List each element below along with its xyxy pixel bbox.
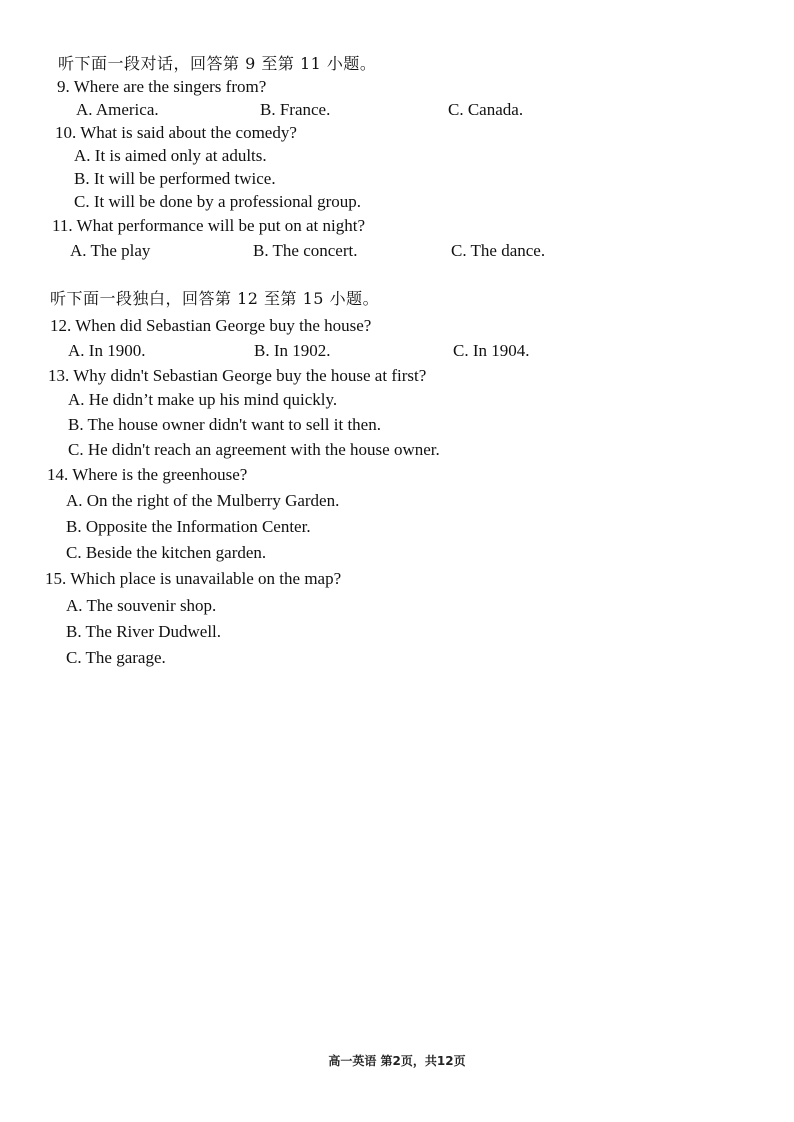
question-9-option-c: C. Canada. xyxy=(448,100,524,119)
page-footer: 高一英语 第2页，共12页 xyxy=(328,1054,466,1068)
question-12-option-a: A. In 1900. xyxy=(68,341,146,360)
question-13-option-b: B. The house owner didn't want to sell it then. xyxy=(68,415,381,434)
question-11-option-c: C. The dance. xyxy=(451,241,546,260)
question-11-option-a: A. The play xyxy=(70,241,151,260)
question-12-option-c: C. In 1904. xyxy=(453,341,530,360)
question-15-option-b: B. The River Dudwell. xyxy=(66,622,222,641)
question-11-option-b: B. The concert. xyxy=(253,241,358,260)
question-14-stem: 14. Where is the greenhouse? xyxy=(47,465,248,484)
question-14-option-c: C. Beside the kitchen garden. xyxy=(66,543,267,562)
question-10-option-c: C. It will be done by a professional group. xyxy=(74,192,362,211)
question-9-stem: 9. Where are the singers from? xyxy=(57,77,267,96)
section-2-heading: 听下面一段独白，回答第 12 至第 15 小题。 xyxy=(50,289,380,308)
question-10-stem: 10. What is said about the comedy? xyxy=(55,123,297,142)
question-13-stem: 13. Why didn't Sebastian George buy the house at first? xyxy=(48,366,427,385)
question-12-stem: 12. When did Sebastian George buy the house? xyxy=(50,316,372,335)
question-15-option-a: A. The souvenir shop. xyxy=(66,596,217,615)
question-14-option-a: A. On the right of the Mulberry Garden. xyxy=(66,491,340,510)
section-1-heading: 听下面一段对话，回答第 9 至第 11 小题。 xyxy=(58,54,377,73)
question-15-option-c: C. The garage. xyxy=(66,648,166,667)
question-9-option-a: A. America. xyxy=(76,100,159,119)
question-10-option-a: A. It is aimed only at adults. xyxy=(74,146,267,165)
question-13-option-a: A. He didn’t make up his mind quickly. xyxy=(68,390,338,409)
question-12-option-b: B. In 1902. xyxy=(254,341,331,360)
question-13-option-c: C. He didn't reach an agreement with the house owner. xyxy=(68,440,440,459)
question-9-option-b: B. France. xyxy=(260,100,331,119)
question-10-option-b: B. It will be performed twice. xyxy=(74,169,276,188)
question-15-stem: 15. Which place is unavailable on the map? xyxy=(45,569,342,588)
question-14-option-b: B. Opposite the Information Center. xyxy=(66,517,311,536)
question-11-stem: 11. What performance will be put on at night? xyxy=(52,216,365,235)
